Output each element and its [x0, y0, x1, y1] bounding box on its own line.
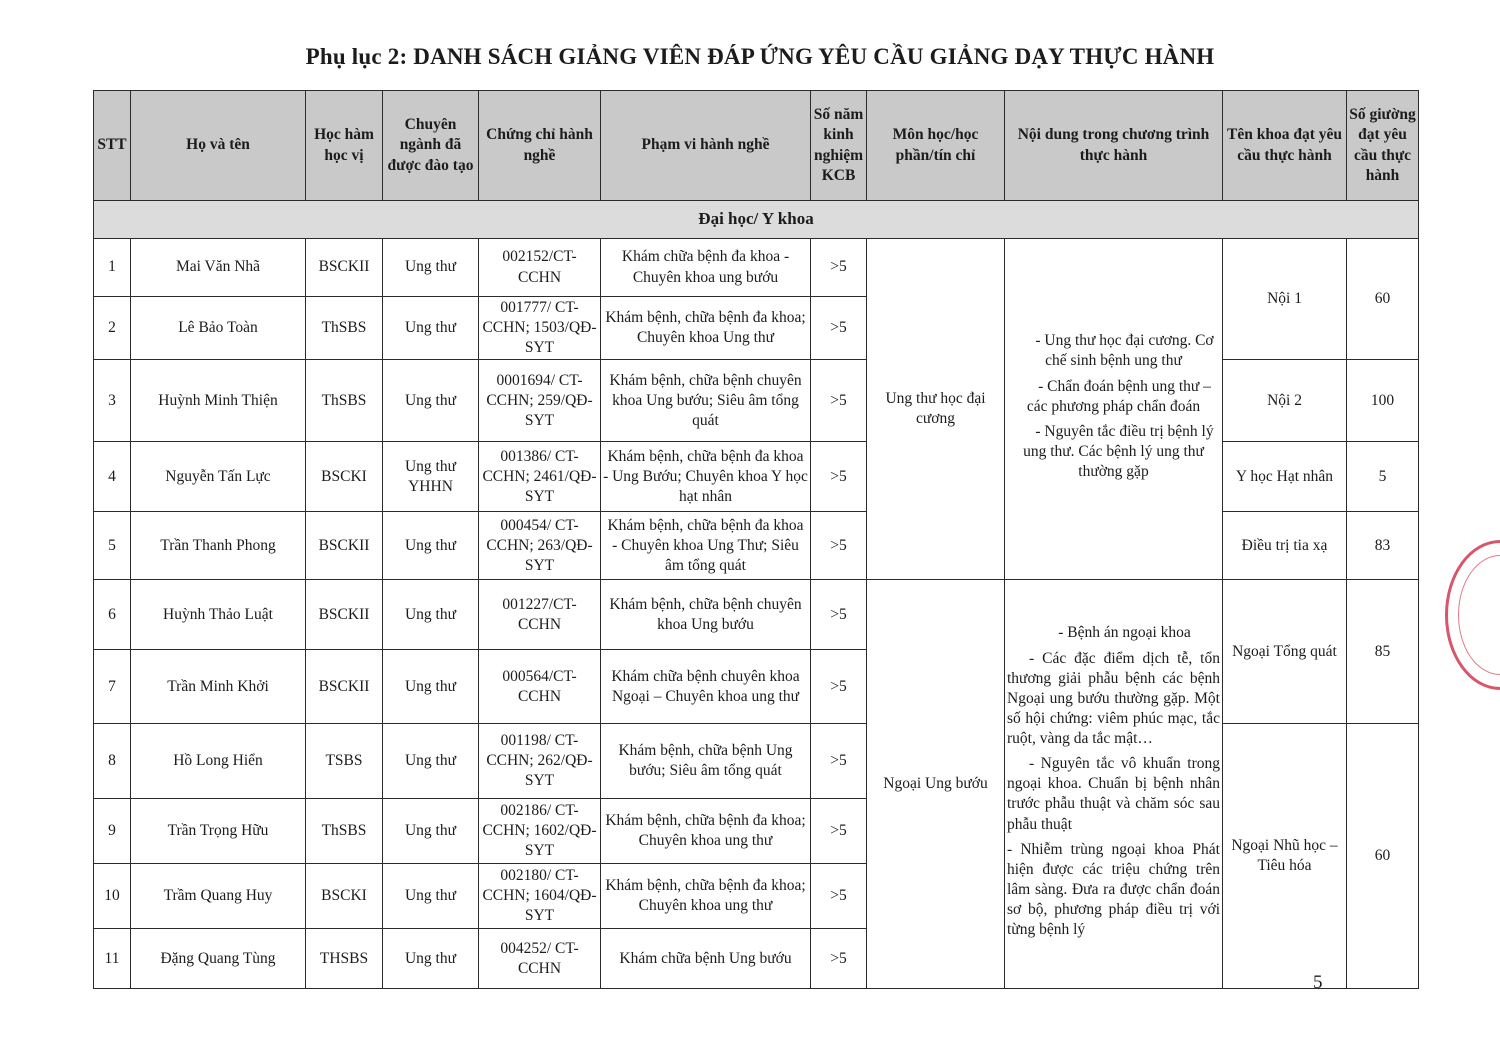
cell-certificate: 0001694/ CT-CCHN; 259/QĐ-SYT [479, 360, 601, 442]
cell-years: >5 [811, 650, 867, 724]
header-stt: STT [94, 91, 131, 201]
cell-beds: 5 [1347, 442, 1419, 512]
cell-certificate: 001227/CT-CCHN [479, 580, 601, 650]
cell-degree: BSCKI [306, 442, 383, 512]
cell-major: Ung thư YHHN [383, 442, 479, 512]
cell-stt: 1 [94, 239, 131, 297]
cell-major: Ung thư [383, 512, 479, 580]
table-row [94, 239, 1419, 297]
cell-years: >5 [811, 864, 867, 929]
content-line: - Ung thư học đại cương. Cơ chế sinh bệnh ung thư [1035, 332, 1214, 370]
header-subject: Môn học/học phần/tín chỉ [867, 91, 1005, 201]
cell-beds: 85 [1347, 580, 1419, 724]
header-degree: Học hàm học vị [306, 91, 383, 201]
cell-scope: Khám bệnh, chữa bệnh đa khoa; Chuyên khoa Ung thư [601, 297, 811, 360]
cell-certificate: 000564/CT-CCHN [479, 650, 601, 724]
cell-name: Nguyễn Tấn Lực [131, 442, 306, 512]
page-title: Phụ lục 2: DANH SÁCH GIẢNG VIÊN ĐÁP ỨNG YÊU CẦU GIẢNG DẠY THỰC HÀNH [305, 44, 1215, 69]
lecturer-table [93, 90, 1419, 989]
cell-name: Trần Minh Khởi [131, 650, 306, 724]
cell-major: Ung thư [383, 864, 479, 929]
cell-stt: 9 [94, 799, 131, 864]
cell-name: Lê Bảo Toàn [131, 297, 306, 360]
cell-degree: TSBS [306, 724, 383, 799]
cell-degree: ThSBS [306, 799, 383, 864]
cell-department: Ngoại Nhũ học – Tiêu hóa [1223, 724, 1347, 989]
cell-major: Ung thư [383, 239, 479, 297]
cell-stt: 8 [94, 724, 131, 799]
cell-degree: BSCKII [306, 580, 383, 650]
cell-certificate: 001386/ CT-CCHN; 2461/QĐ-SYT [479, 442, 601, 512]
cell-stt: 7 [94, 650, 131, 724]
content-line: - Bệnh án ngoại khoa [1058, 624, 1191, 642]
cell-certificate: 004252/ CT-CCHN [479, 929, 601, 989]
section-label: Đại học/ Y khoa [94, 201, 1419, 239]
header-years: Số năm kinh nghiệm KCB [811, 91, 867, 201]
content-line: - Các đặc điểm dịch tễ, tổn thương giải phẫu bệnh các bệnh Ngoại ung bướu thường gặp. Một số hội chứng: viêm phúc mạc, tắc ruột, vàng da tắc mật… [1007, 649, 1220, 748]
section-row [94, 201, 1419, 239]
cell-name: Mai Văn Nhã [131, 239, 306, 297]
cell-stt: 4 [94, 442, 131, 512]
header-certificate: Chứng chỉ hành nghề [479, 91, 601, 201]
cell-years: >5 [811, 512, 867, 580]
page-number: 5 [1313, 972, 1323, 993]
cell-major: Ung thư [383, 297, 479, 360]
header-major: Chuyên ngành đã được đào tạo [383, 91, 479, 201]
cell-content-group-1 [1005, 239, 1223, 580]
cell-certificate: 002180/ CT-CCHN; 1604/QĐ-SYT [479, 864, 601, 929]
cell-major: Ung thư [383, 724, 479, 799]
red-stamp-inner-ring [1458, 555, 1500, 675]
cell-scope: Khám bệnh, chữa bệnh đa khoa - Chuyên khoa Ung Thư; Siêu âm tổng quát [601, 512, 811, 580]
cell-certificate: 002152/CT-CCHN [479, 239, 601, 297]
cell-department: Nội 2 [1223, 360, 1347, 442]
header-scope: Phạm vi hành nghề [601, 91, 811, 201]
cell-degree: BSCKI [306, 864, 383, 929]
cell-certificate: 002186/ CT-CCHN; 1602/QĐ-SYT [479, 799, 601, 864]
header-row [94, 91, 1419, 201]
cell-certificate: 000454/ CT-CCHN; 263/QĐ-SYT [479, 512, 601, 580]
cell-beds: 100 [1347, 360, 1419, 442]
cell-name: Hồ Long Hiển [131, 724, 306, 799]
cell-scope: Khám bệnh, chữa bệnh chuyên khoa Ung bướu; Siêu âm tổng quát [601, 360, 811, 442]
cell-scope: Khám bệnh, chữa bệnh Ung bướu; Siêu âm tổng quát [601, 724, 811, 799]
cell-department: Y học Hạt nhân [1223, 442, 1347, 512]
cell-years: >5 [811, 724, 867, 799]
cell-years: >5 [811, 580, 867, 650]
cell-name: Trần Trọng Hữu [131, 799, 306, 864]
content-line: - Nhiễm trùng ngoại khoa Phát hiện được các triệu chứng trên lâm sàng. Đưa ra được chẩn đoán sơ bộ, phương pháp điều trị với từng bệnh lý [1007, 840, 1220, 939]
header-name: Họ và tên [131, 91, 306, 201]
cell-years: >5 [811, 929, 867, 989]
red-stamp [1445, 540, 1500, 690]
cell-scope: Khám chữa bệnh chuyên khoa Ngoại – Chuyên khoa ung thư [601, 650, 811, 724]
cell-years: >5 [811, 360, 867, 442]
cell-years: >5 [811, 799, 867, 864]
cell-degree: ThSBS [306, 360, 383, 442]
cell-stt: 11 [94, 929, 131, 989]
cell-scope: Khám bệnh, chữa bệnh đa khoa - Ung Bướu; Chuyên khoa Y học hạt nhân [601, 442, 811, 512]
cell-content-group-2 [1005, 580, 1223, 989]
cell-major: Ung thư [383, 799, 479, 864]
cell-certificate: 001198/ CT-CCHN; 262/QĐ-SYT [479, 724, 601, 799]
cell-stt: 10 [94, 864, 131, 929]
cell-name: Huỳnh Thảo Luật [131, 580, 306, 650]
cell-stt: 2 [94, 297, 131, 360]
cell-name: Đặng Quang Tùng [131, 929, 306, 989]
cell-stt: 5 [94, 512, 131, 580]
cell-department: Điều trị tia xạ [1223, 512, 1347, 580]
header-content: Nội dung trong chương trình thực hành [1005, 91, 1223, 201]
cell-scope: Khám chữa bệnh Ung bướu [601, 929, 811, 989]
cell-scope: Khám bệnh, chữa bệnh chuyên khoa Ung bướu [601, 580, 811, 650]
cell-scope: Khám chữa bệnh đa khoa - Chuyên khoa ung bướu [601, 239, 811, 297]
content-line: - Nguyên tắc vô khuẩn trong ngoại khoa. Chuẩn bị bệnh nhân trước phẫu thuật và chăm sóc sau phẫu thuật [1007, 755, 1220, 833]
cell-certificate: 001777/ CT-CCHN; 1503/QĐ-SYT [479, 297, 601, 360]
cell-years: >5 [811, 239, 867, 297]
cell-degree: BSCKII [306, 239, 383, 297]
cell-degree: BSCKII [306, 512, 383, 580]
cell-major: Ung thư [383, 580, 479, 650]
cell-department: Nội 1 [1223, 239, 1347, 360]
cell-degree: BSCKII [306, 650, 383, 724]
cell-name: Huỳnh Minh Thiện [131, 360, 306, 442]
cell-scope: Khám bệnh, chữa bệnh đa khoa; Chuyên khoa ung thư [601, 864, 811, 929]
table-row [94, 580, 1419, 650]
cell-beds: 60 [1347, 724, 1419, 989]
cell-department: Ngoại Tổng quát [1223, 580, 1347, 724]
cell-major: Ung thư [383, 650, 479, 724]
cell-subject-group-2: Ngoại Ung bướu [867, 580, 1005, 989]
content-line: - Nguyên tắc điều trị bệnh lý ung thư. Các bệnh lý ung thư thường gặp [1023, 422, 1214, 481]
cell-years: >5 [811, 442, 867, 512]
cell-beds: 83 [1347, 512, 1419, 580]
header-beds: Số giường đạt yêu cầu thực hành [1347, 91, 1419, 201]
cell-stt: 3 [94, 360, 131, 442]
cell-degree: THSBS [306, 929, 383, 989]
header-department: Tên khoa đạt yêu cầu thực hành [1223, 91, 1347, 201]
cell-name: Trầm Quang Huy [131, 864, 306, 929]
cell-degree: ThSBS [306, 297, 383, 360]
cell-major: Ung thư [383, 929, 479, 989]
cell-stt: 6 [94, 580, 131, 650]
cell-beds: 60 [1347, 239, 1419, 360]
content-line: - Chẩn đoán bệnh ung thư – các phương pháp chẩn đoán [1026, 377, 1211, 415]
cell-years: >5 [811, 297, 867, 360]
cell-subject-group-1: Ung thư học đại cương [867, 239, 1005, 580]
cell-major: Ung thư [383, 360, 479, 442]
cell-scope: Khám bệnh, chữa bệnh đa khoa; Chuyên khoa ung thư [601, 799, 811, 864]
cell-name: Trần Thanh Phong [131, 512, 306, 580]
